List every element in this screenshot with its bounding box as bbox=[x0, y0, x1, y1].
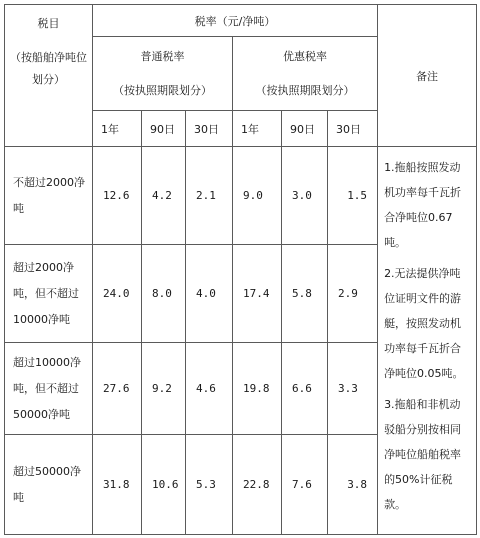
category-label: 超过2000净吨，但不超过10000净吨 bbox=[13, 260, 79, 326]
table-row bbox=[5, 147, 477, 245]
remark-item: 3.拖船和非机动驳船分别按相同净吨位船舶税率的50%计征税款。 bbox=[384, 398, 462, 511]
rate-cell: 4.6 bbox=[186, 343, 233, 435]
rate-cell: 4.2 bbox=[142, 147, 186, 245]
category-label: 不超过2000净吨 bbox=[13, 175, 85, 215]
header-row-1 bbox=[5, 5, 477, 37]
rate-title: 税率（元/净吨） bbox=[93, 5, 378, 37]
tonnage-tax-table bbox=[4, 4, 477, 535]
category-label: 超过50000净吨 bbox=[13, 464, 81, 504]
category-cell bbox=[5, 147, 93, 245]
ordinary-header-cell bbox=[93, 37, 233, 111]
rate-cell: 24.0 bbox=[93, 245, 142, 343]
rate-cell: 3.3 bbox=[328, 343, 378, 435]
rate-cell: 8.0 bbox=[142, 245, 186, 343]
period-header: 1年 bbox=[233, 111, 282, 147]
period-header: 30日 bbox=[328, 111, 378, 147]
rate-cell: 27.6 bbox=[93, 343, 142, 435]
category-cell bbox=[5, 245, 93, 343]
remarks-cell bbox=[378, 147, 477, 535]
rate-cell: 7.6 bbox=[282, 435, 328, 535]
rate-cell: 2.1 bbox=[186, 147, 233, 245]
rate-cell: 10.6 bbox=[142, 435, 186, 535]
rate-cell: 17.4 bbox=[233, 245, 282, 343]
ordinary-note: （按执照期限划分） bbox=[113, 83, 212, 97]
remarks-title: 备注 bbox=[378, 5, 477, 147]
category-cell bbox=[5, 435, 93, 535]
rate-cell: 19.8 bbox=[233, 343, 282, 435]
ordinary-title: 普通税率 bbox=[140, 49, 185, 63]
rate-cell: 4.0 bbox=[186, 245, 233, 343]
rate-cell: 9.2 bbox=[142, 343, 186, 435]
rate-cell: 3.0 bbox=[282, 147, 328, 245]
rate-cell: 2.9 bbox=[328, 245, 378, 343]
period-header: 90日 bbox=[142, 111, 186, 147]
category-cell bbox=[5, 343, 93, 435]
rate-cell: 5.3 bbox=[186, 435, 233, 535]
preferential-note: （按执照期限划分） bbox=[255, 83, 355, 97]
rate-cell: 9.0 bbox=[233, 147, 282, 245]
rate-cell: 5.8 bbox=[282, 245, 328, 343]
period-header: 90日 bbox=[282, 111, 328, 147]
period-header: 1年 bbox=[93, 111, 142, 147]
rate-cell: 31.8 bbox=[93, 435, 142, 535]
category-header-cell bbox=[5, 5, 93, 147]
category-label: 超过10000净吨，但不超过50000净吨 bbox=[13, 355, 81, 421]
category-title: 税目 bbox=[37, 17, 60, 30]
rate-cell: 1.5 bbox=[328, 147, 378, 245]
rate-cell: 6.6 bbox=[282, 343, 328, 435]
preferential-title: 优惠税率 bbox=[283, 49, 328, 63]
rate-cell: 3.8 bbox=[328, 435, 378, 535]
remark-item: 1.拖船按照发动机功率每千瓦折合净吨位0.67吨。 bbox=[384, 161, 462, 249]
rate-cell: 12.6 bbox=[93, 147, 142, 245]
rate-cell: 22.8 bbox=[233, 435, 282, 535]
period-header: 30日 bbox=[186, 111, 233, 147]
remark-item: 2.无法提供净吨位证明文件的游艇，按照发动机功率每千瓦折合净吨位0.05吨。 bbox=[384, 267, 464, 380]
preferential-header-cell bbox=[233, 37, 378, 111]
category-note: （按船舶净吨位划分） bbox=[10, 51, 87, 86]
